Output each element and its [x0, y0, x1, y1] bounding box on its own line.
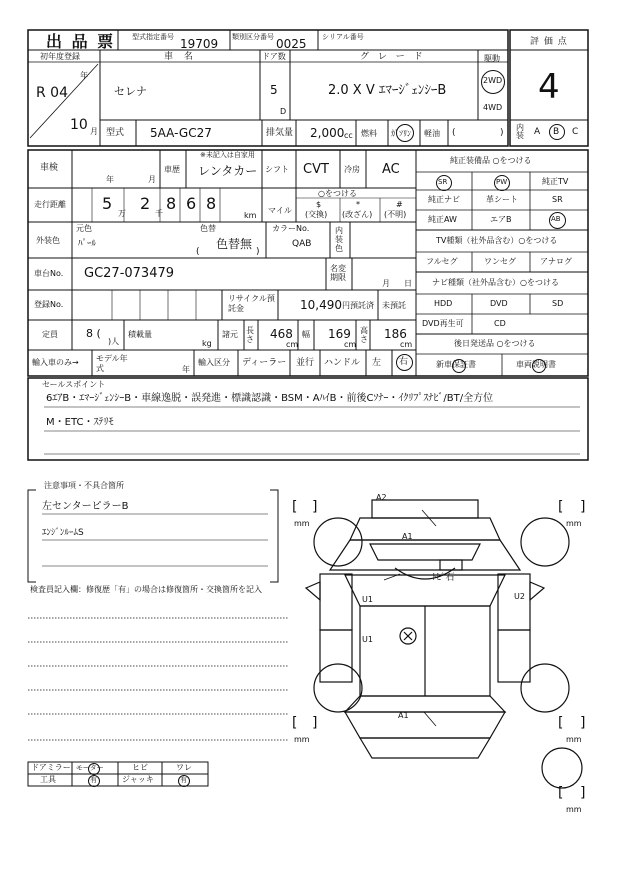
tools-label: 工具 [40, 775, 56, 784]
orig-color: ﾊﾟｰﾙ [78, 239, 97, 249]
grade: 2.0 X V ｴﾏｰｼﾞｪﾝｼｰB [328, 83, 447, 98]
recycle-no: 未預託 [382, 301, 406, 310]
length: 468 [270, 327, 293, 341]
navi-dvd: DVD [490, 299, 508, 308]
capacity-label: 定員 [42, 330, 58, 339]
mileage-digit-4: 6 [186, 194, 197, 213]
tv-oneseg: ワンセグ [484, 257, 516, 266]
persons-unit: )人 [108, 337, 120, 346]
tire-fr-bracket-close: ] [580, 499, 586, 515]
damage-chip: ﾄﾋﾞ石 [432, 573, 455, 583]
length-cm: cm [286, 340, 299, 349]
navi-type-label: ナビ種類（社外品含む）○をつける [432, 278, 559, 287]
mileage-digit-5: 8 [206, 194, 217, 213]
fuel-gas: ｶﾞｿﾘﾝ [391, 129, 411, 138]
tire-rr-bracket-open: [ [558, 715, 564, 731]
reg-no-label: 登録No. [34, 300, 64, 309]
car-diagram [306, 500, 582, 788]
recycle-amount: 10,490 [300, 298, 342, 312]
ac: AC [382, 162, 400, 177]
capacity: 8 ( [86, 327, 101, 340]
fuel-label: 燃料 [361, 129, 377, 138]
kg-unit: kg [202, 339, 212, 348]
tools-have: 有 [90, 776, 97, 784]
load-label: 積載量 [128, 330, 152, 339]
inspection-year-unit: 年 [106, 175, 114, 184]
circle-note: ○をつける [318, 189, 357, 198]
damage-a1-front: A1 [402, 532, 413, 541]
vehicle-name-label: 車 名 [164, 52, 197, 62]
tire-rl-bracket-open: [ [292, 715, 298, 731]
handle-left: 左 [372, 358, 382, 368]
drive-2wd: 2WD [483, 76, 503, 85]
doors-label: ドア数 [262, 52, 286, 61]
title-expiry-month: 月 [382, 279, 390, 288]
mileage-sen: 千 [155, 209, 163, 218]
shift-label: シフト [265, 165, 289, 174]
width: 169 [328, 327, 351, 341]
door-suffix: D [280, 107, 287, 116]
interior-b: B [553, 127, 560, 137]
jack-have: 有 [180, 776, 187, 784]
chassis-label: 車台No. [34, 269, 64, 278]
power-window: PW [496, 178, 508, 186]
unknown: (不明) [384, 210, 407, 219]
dvd-play: DVD再生可 [422, 319, 464, 328]
width-label: 幅 [302, 330, 310, 339]
class-no-label: 類別区分番号 [232, 33, 274, 41]
model-year-label: モデル年式 [96, 354, 128, 373]
damage-u2-right: U2 [514, 592, 525, 601]
import-parallel: 並行 [296, 358, 315, 368]
height-cm: cm [400, 340, 413, 349]
displacement: 2,000 [310, 126, 345, 140]
tire-rl-mm: mm [294, 735, 310, 744]
warranty: 新車保証書 [436, 360, 476, 369]
handle-label: ハンドル [324, 358, 361, 368]
sales-label: セールスポイント [42, 380, 106, 389]
fuel-paren: ( [452, 128, 456, 138]
exchange: (交換) [305, 210, 328, 219]
later-ship-label: 後日発送品 ○をつける [454, 339, 536, 348]
dims-label: 諸元 [222, 330, 238, 339]
tire-rr-bracket-close: ] [580, 715, 586, 731]
damage-a2: A2 [376, 493, 387, 502]
history-label: 車歴 [164, 165, 180, 174]
displacement-label: 排気量 [266, 128, 294, 138]
eval-label: 評 価 点 [530, 37, 568, 47]
model-year-unit: 年 [182, 365, 190, 374]
sales-line-1: 6ｴｱB・ｴﾏｰｼﾞｪﾝｼｰB・車線逸脱・誤発進・標識認識・BSM・AﾊｲB・前後Cｿﾅｰ・ｲｸﾘﾌﾟｽﾅﾋﾞ/BT/全方位 [46, 393, 494, 404]
altered: (改ざん) [342, 210, 373, 219]
title-expiry-day: 日 [404, 279, 412, 288]
notes-label: 注意事項・不具合箇所 [44, 481, 124, 490]
orig-color-label: 元色 [76, 224, 92, 233]
mileage-man: 万 [118, 209, 126, 218]
navi-hdd: HDD [434, 299, 453, 308]
first-reg-label: 初年度登録 [40, 52, 80, 61]
factory-navi: 純正ナビ [428, 195, 460, 204]
tv-type-label: TV種類（社外品含む）○をつける [436, 236, 558, 245]
reg-year-unit: 年 [80, 71, 88, 80]
navi-sd: SD [552, 299, 564, 308]
width-cm: cm [344, 340, 357, 349]
factory-tv: 純正TV [542, 177, 569, 186]
import-dealer: ディーラー [242, 358, 287, 368]
reg-month-unit: 月 [90, 127, 98, 136]
height: 186 [384, 327, 407, 341]
mileage-digit-1: 5 [102, 194, 113, 213]
tire-fl-bracket-close: ] [312, 499, 318, 515]
drive-4wd: 4WD [483, 103, 503, 112]
hash: # [396, 200, 403, 209]
damage-a1-rear: A1 [398, 711, 409, 720]
color-paren-open: ( [196, 247, 200, 257]
sunroof: SR [438, 178, 448, 186]
mileage-digit-3: 8 [166, 194, 177, 213]
crack-label: ヒビ [132, 763, 148, 772]
eval-score: 4 [538, 67, 560, 107]
serial-label: シリアル番号 [322, 33, 364, 41]
grade-label: グ レ ー ド [360, 52, 426, 62]
tire-fl-mm: mm [294, 519, 310, 528]
chassis: GC27-073479 [84, 266, 175, 281]
fuel-paren-close: ) [500, 128, 504, 138]
color-change: 色替無 [216, 237, 253, 251]
history-note: ※未記入は自家用 [200, 151, 255, 159]
km-unit: km [244, 211, 257, 220]
spare-bracket-close: ] [580, 785, 586, 801]
sr: SR [552, 195, 563, 204]
mileage-label: 走行距離 [34, 200, 66, 209]
length-label: 長さ [246, 326, 254, 344]
break-label: ワレ [176, 763, 192, 772]
tire-fl-bracket-open: [ [292, 499, 298, 515]
vehicle-name: セレナ [114, 85, 147, 98]
asterisk: * [356, 200, 360, 209]
reg-era-year: R 04 [36, 85, 68, 101]
notes-line-1: 左センターピラーB [42, 501, 129, 512]
tv-analog: アナログ [540, 257, 572, 266]
import-class-label: 輸入区分 [198, 358, 230, 367]
dollar: $ [316, 200, 322, 209]
tire-fr-mm: mm [566, 519, 582, 528]
doors: 5 [270, 83, 278, 97]
form-title: 出 品 票 [46, 32, 116, 51]
tire-rl-bracket-close: ] [312, 715, 318, 731]
recycle-unit: 円預託済 [342, 301, 374, 310]
factory-equipment-label: 純正装備品 ○をつける [450, 156, 532, 165]
type-no: 19709 [180, 37, 219, 51]
mirror-motor: モーター [76, 764, 104, 772]
notes-line-2: ｴﾝｼﾞﾝﾙｰﾑS [42, 528, 84, 538]
leather-seat: 革シート [486, 195, 518, 204]
damage-u1-left: U1 [362, 595, 373, 604]
height-label: 高さ [360, 326, 368, 344]
fuel-light: 軽油 [424, 129, 440, 138]
color-paren-close: ) [256, 247, 260, 257]
ac-label: 冷房 [344, 165, 360, 174]
inspection-label: 車検 [40, 163, 59, 173]
drive-label: 駆動 [484, 54, 500, 63]
factory-aw: 純正AW [428, 215, 457, 224]
tire-rr-mm: mm [566, 735, 582, 744]
history: レンタカー [198, 164, 258, 178]
mileage-digit-2: 2 [140, 194, 151, 213]
ext-color-label: 外装色 [36, 236, 60, 245]
title-expiry-label: 名変期限 [330, 264, 346, 282]
color-no-label: カラーNo. [272, 224, 310, 233]
cc-unit: cc [344, 131, 353, 140]
recycle-label: リサイクル預託金 [228, 294, 275, 313]
model-label: 型式 [106, 128, 125, 138]
tire-fr-bracket-open: [ [558, 499, 564, 515]
inspection-month-unit: 月 [148, 175, 156, 184]
reg-month: 10 [70, 117, 88, 133]
int-color-label: 内装色 [335, 226, 343, 253]
manual: 車両説明書 [516, 360, 556, 369]
damage-u1-left-2: U1 [362, 635, 373, 644]
sales-line-2: M・ETC・ｽﾃﾘﾓ [46, 417, 114, 428]
mirror-label: ドアミラー [31, 763, 71, 772]
spare-mm: mm [566, 805, 582, 814]
color-no: QAB [292, 239, 312, 249]
class-no: 0025 [276, 37, 307, 51]
navi-cd: CD [494, 319, 506, 328]
shift: CVT [303, 162, 329, 177]
import-label: 輸入車のみ→ [32, 358, 79, 367]
airbag: エアB [490, 215, 512, 224]
jack-label: ジャッキ [122, 775, 154, 784]
interior-a: A [534, 127, 541, 137]
interior-label: 内装 [516, 123, 524, 140]
ab: AB [551, 215, 561, 223]
handle-right: 右 [399, 357, 409, 367]
inspector-label: 検査員記入欄：修復歴「有」の場合は修復箇所・交換箇所を記入 [30, 585, 262, 594]
type-no-label: 型式指定番号 [132, 33, 174, 41]
interior-c: C [572, 127, 579, 137]
mile-label: マイル [268, 206, 292, 215]
model: 5AA-GC27 [150, 126, 212, 140]
tv-fullseg: フルセグ [426, 257, 458, 266]
color-code-label: 色替 [200, 224, 216, 233]
spare-bracket-open: [ [558, 785, 564, 801]
